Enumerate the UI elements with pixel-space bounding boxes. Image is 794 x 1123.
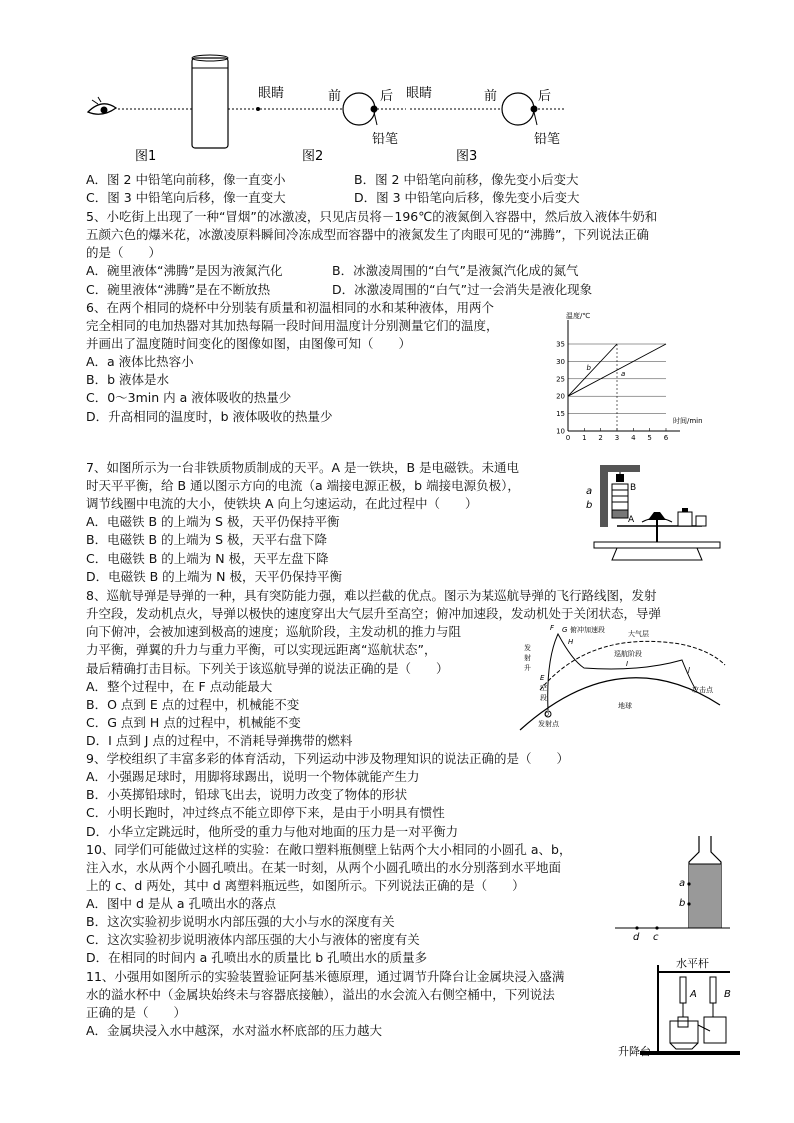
x-tick-label: 5 bbox=[647, 434, 652, 442]
q6-stem-1: 6、在两个相同的烧杯中分别装有质量和初温相同的水和某种液体，用两个 bbox=[86, 300, 494, 315]
point-h-label: H bbox=[568, 638, 574, 646]
chart-ylabel: 温度/℃ bbox=[566, 312, 591, 320]
q6-stem-2: 完全相同的电加热器对其加热每隔一段时间用温度计分别测量它们的温度， bbox=[86, 318, 499, 333]
point-f-label: F bbox=[550, 624, 555, 632]
q5-option-b: B．冰激凌周围的“白气”是液氮汽化成的氮气 bbox=[332, 263, 579, 278]
point-i-label: I bbox=[626, 660, 629, 668]
point-c-label: c bbox=[653, 932, 659, 943]
x-tick-label: 3 bbox=[614, 434, 620, 442]
q7-option-b: B．电磁铁 B 的上端为 S 极，天平右盘下降 bbox=[86, 532, 327, 547]
fig3-glass-circle bbox=[502, 93, 534, 125]
chart-xlabel: 时间/min bbox=[673, 417, 703, 425]
q7-stem-2: 时天平平衡，给 B 通以图示方向的电流（a 端接电源正极，b 端接电源负极）， bbox=[86, 478, 520, 493]
q11-option-a: A．金属块浸入水中越深，水对溢水杯底部的压力越大 bbox=[86, 1023, 383, 1038]
q6-option-b: B．b 液体是水 bbox=[86, 372, 169, 387]
scale-a-label: A bbox=[690, 989, 697, 1000]
point-e-label: E bbox=[540, 674, 545, 682]
terminal-b-label: b bbox=[586, 500, 593, 511]
q9-option-d: D．小华立定跳远时，他所受的重力与他对地面的压力是一对平衡力 bbox=[86, 824, 459, 839]
launch-stage-label-1: 发 bbox=[524, 644, 531, 652]
temperature-time-chart bbox=[548, 308, 703, 444]
hole-a-label: a bbox=[679, 878, 686, 889]
q7-stem-1: 7、如图所示为一台非铁质物质制成的天平。A 是一铁块，B 是电磁铁。未通电 bbox=[86, 460, 520, 475]
q9-option-c: C．小明长跑时，冲过终点不能立即停下来，是由于小明具有惯性 bbox=[86, 805, 445, 820]
series-label-b: b bbox=[586, 364, 591, 373]
q7-stem-3: 调节线圈中电流的大小，使铁块 A 向上匀速运动，在此过程中（ ） bbox=[86, 496, 478, 511]
fig2-pencil-label: 铅笔 bbox=[372, 132, 399, 147]
q9-stem-1: 9、学校组织了丰富多彩的体育活动，下列运动中涉及物理知识的说法正确的是（ ） bbox=[86, 751, 569, 766]
q5-option-d: D．冰激凌周围的“白气”过一会消失是液化现象 bbox=[332, 282, 593, 297]
q7-option-a: A．电磁铁 B 的上端为 S 极，天平仍保持平衡 bbox=[86, 514, 340, 529]
horizontal-rod-label: 水平杆 bbox=[676, 957, 709, 970]
hole-b-label: b bbox=[679, 898, 686, 909]
fig2-glass-circle bbox=[343, 93, 375, 125]
q10-option-a: A．图中 d 是从 a 孔喷出水的落点 bbox=[86, 896, 277, 911]
q5-option-c: C．碗里液体“沸腾”是在不断放热 bbox=[86, 282, 271, 297]
q6-option-d: D．升高相同的温度时，b 液体吸收的热量少 bbox=[86, 409, 333, 424]
launch-stage-label-2: 射 bbox=[524, 654, 531, 662]
q10-stem-2: 注入水，水从两个小圆孔喷出。在某一时刻，从两个小圆孔喷出的水分别落到水平地面 bbox=[86, 860, 562, 875]
q6-option-c: C．0～3min 内 a 液体吸收的热量少 bbox=[86, 390, 292, 405]
q8-option-b: B．O 点到 E 点的过程中，机械能不变 bbox=[86, 697, 300, 712]
x-tick-label: 4 bbox=[631, 434, 636, 442]
q11-stem-2: 水的溢水杯中（金属块始终未与容器底接触），溢出的水会流入右侧空桶中，下列说法 bbox=[86, 987, 555, 1002]
q4-option-a: A．图 2 中铅笔向前移，像一直变小 bbox=[86, 172, 286, 187]
fig3-front-label: 前 bbox=[484, 89, 498, 104]
q6-option-a: A．a 液体比热容小 bbox=[86, 354, 194, 369]
launch-site-label: 发射点 bbox=[538, 720, 559, 728]
electromagnet-label: B bbox=[630, 483, 637, 493]
eye-icon bbox=[88, 97, 116, 114]
q4-option-d: D．图 3 中铅笔向后移，像先变小后变大 bbox=[354, 190, 580, 205]
q8-stem-3: 向下俯冲，会被加速到极高的速度；巡航阶段，主发动机的推力与阻 bbox=[86, 624, 462, 639]
q4-option-c: C．图 3 中铅笔向后移，像一直变大 bbox=[86, 190, 286, 205]
launch-stage-label-4: 空 bbox=[540, 684, 547, 692]
fig3-label: 图3 bbox=[456, 149, 478, 164]
q11-stem-3: 正确的是（ ） bbox=[86, 1005, 187, 1020]
q10-option-c: C．这次实验初步说明液体内部压强的大小与液体的密度有关 bbox=[86, 932, 420, 947]
x-tick-label: 1 bbox=[582, 434, 587, 442]
x-tick-label: 6 bbox=[663, 434, 669, 442]
x-tick-label: 2 bbox=[598, 434, 603, 442]
q11-stem-1: 11、小强用如图所示的实验装置验证阿基米德原理，通过调节升降台让金属块浸入盛满 bbox=[86, 969, 565, 984]
q10-stem-3: 上的 c、d 两处，其中 d 离塑料瓶远些，如图所示。下列说法正确的是（ ） bbox=[86, 878, 525, 893]
q10-stem-1: 10、同学们可能做过这样的实验：在敞口塑料瓶侧壁上钻两个大小相同的小圆孔 a、b， bbox=[86, 842, 572, 857]
fig3-back-label: 后 bbox=[538, 89, 552, 104]
cruise-stage-label: 巡航阶段 bbox=[614, 650, 642, 658]
q5-stem-3: 的是（ ） bbox=[86, 245, 162, 260]
missile-trajectory-figure bbox=[510, 620, 730, 730]
q8-stem-5: 最后精确打击目标。下列关于该巡航导弹的说法正确的是（ ） bbox=[86, 661, 449, 676]
y-tick-label: 30 bbox=[556, 357, 565, 366]
fig2-front-label: 前 bbox=[328, 89, 342, 104]
attack-point-label: 攻击点 bbox=[692, 686, 713, 694]
dive-stage-label: 俯冲加速段 bbox=[570, 626, 605, 634]
iron-block-label: A bbox=[628, 515, 635, 525]
launch-stage-label-3: 升 bbox=[524, 664, 531, 672]
y-tick-label: 20 bbox=[556, 392, 565, 401]
glass-cylinder bbox=[192, 58, 228, 148]
earth-label: 地球 bbox=[618, 702, 632, 710]
q5-option-a: A．碗里液体“沸腾”是因为液氮汽化 bbox=[86, 263, 283, 278]
lifting-platform-label: 升降台 bbox=[618, 1045, 651, 1058]
fig1-label: 图1 bbox=[135, 149, 157, 164]
q8-option-c: C．G 点到 H 点的过程中，机械能不变 bbox=[86, 715, 301, 730]
q10-option-b: B．这次实验初步说明水内部压强的大小与水的深度有关 bbox=[86, 914, 395, 929]
q9-option-a: A．小强踢足球时，用脚将球踢出，说明一个物体就能产生力 bbox=[86, 769, 420, 784]
q6-stem-3: 并画出了温度随时间变化的图像如图，由图像可知（ ） bbox=[86, 336, 412, 351]
point-d-label: d bbox=[633, 932, 640, 943]
point-g-label: G bbox=[562, 626, 568, 634]
point-j-label: J bbox=[688, 666, 691, 674]
y-tick-label: 10 bbox=[556, 427, 565, 436]
q7-option-c: C．电磁铁 B 的上端为 N 极，天平左盘下降 bbox=[86, 551, 329, 566]
fig2-eye-label: 眼睛 bbox=[258, 86, 285, 101]
fig3-pencil-label: 铅笔 bbox=[534, 132, 561, 147]
y-tick-label: 25 bbox=[556, 375, 565, 384]
water-fill bbox=[689, 864, 721, 928]
fig3-eye-label: 眼睛 bbox=[406, 86, 433, 101]
q8-stem-1: 8、巡航导弹是导弹的一种，具有突防能力强，难以拦截的优点。图示为某巡航导弹的飞行路线图，发射 bbox=[86, 588, 657, 603]
series-line-b bbox=[568, 344, 617, 396]
series-label-a: a bbox=[621, 370, 626, 379]
terminal-a-label: a bbox=[586, 486, 593, 497]
q5-stem-1: 5、小吃街上出现了一种“冒烟”的冰激凌，只见店员将－196℃的液氮倒入容器中，然后放入液体牛奶和 bbox=[86, 209, 658, 224]
x-tick-label: 0 bbox=[565, 434, 571, 442]
atmosphere-label: 大气层 bbox=[628, 630, 649, 638]
q9-option-b: B．小英掷铅球时，铅球飞出去，说明力改变了物体的形状 bbox=[86, 787, 408, 802]
fig2-label: 图2 bbox=[302, 149, 324, 164]
balance-electromagnet-figure bbox=[582, 460, 728, 564]
point-o-label: O bbox=[545, 712, 549, 718]
fig2-back-label: 后 bbox=[380, 89, 394, 104]
y-tick-label: 15 bbox=[556, 410, 565, 419]
q8-option-d: D．I 点到 J 点的过程中，不消耗导弹携带的燃料 bbox=[86, 733, 353, 748]
archimedes-apparatus-figure bbox=[618, 955, 746, 1063]
q4-option-b: B．图 2 中铅笔向前移，像先变小后变大 bbox=[354, 172, 579, 187]
q7-option-d: D．电磁铁 B 的上端为 N 极，天平仍保持平衡 bbox=[86, 569, 342, 584]
q8-stem-4: 力平衡，弹翼的升力与重力平衡，可以实现远距离“巡航状态”， bbox=[86, 642, 437, 657]
q10-option-d: D．在相同的时间内 a 孔喷出水的质量比 b 孔喷出水的质量多 bbox=[86, 950, 428, 965]
q5-stem-2: 五颜六色的爆米花，冰激凌原料瞬间冷冻成型而容器中的液氮发生了肉眼可见的“沸腾”，下列说法正确 bbox=[86, 227, 649, 242]
y-tick-label: 35 bbox=[556, 340, 565, 349]
q8-stem-2: 升空段，发动机点火，导弹以极快的速度穿出大气层升至高空；俯冲加速段，发动机处于关闭状态，导弹 bbox=[86, 606, 662, 621]
q8-option-a: A．整个过程中，在 F 点动能最大 bbox=[86, 679, 273, 694]
plastic-bottle-figure bbox=[615, 832, 730, 942]
scale-b-label: B bbox=[724, 989, 731, 1000]
launch-stage-label-5: 段 bbox=[540, 694, 547, 702]
top-optics-figure bbox=[80, 50, 600, 165]
